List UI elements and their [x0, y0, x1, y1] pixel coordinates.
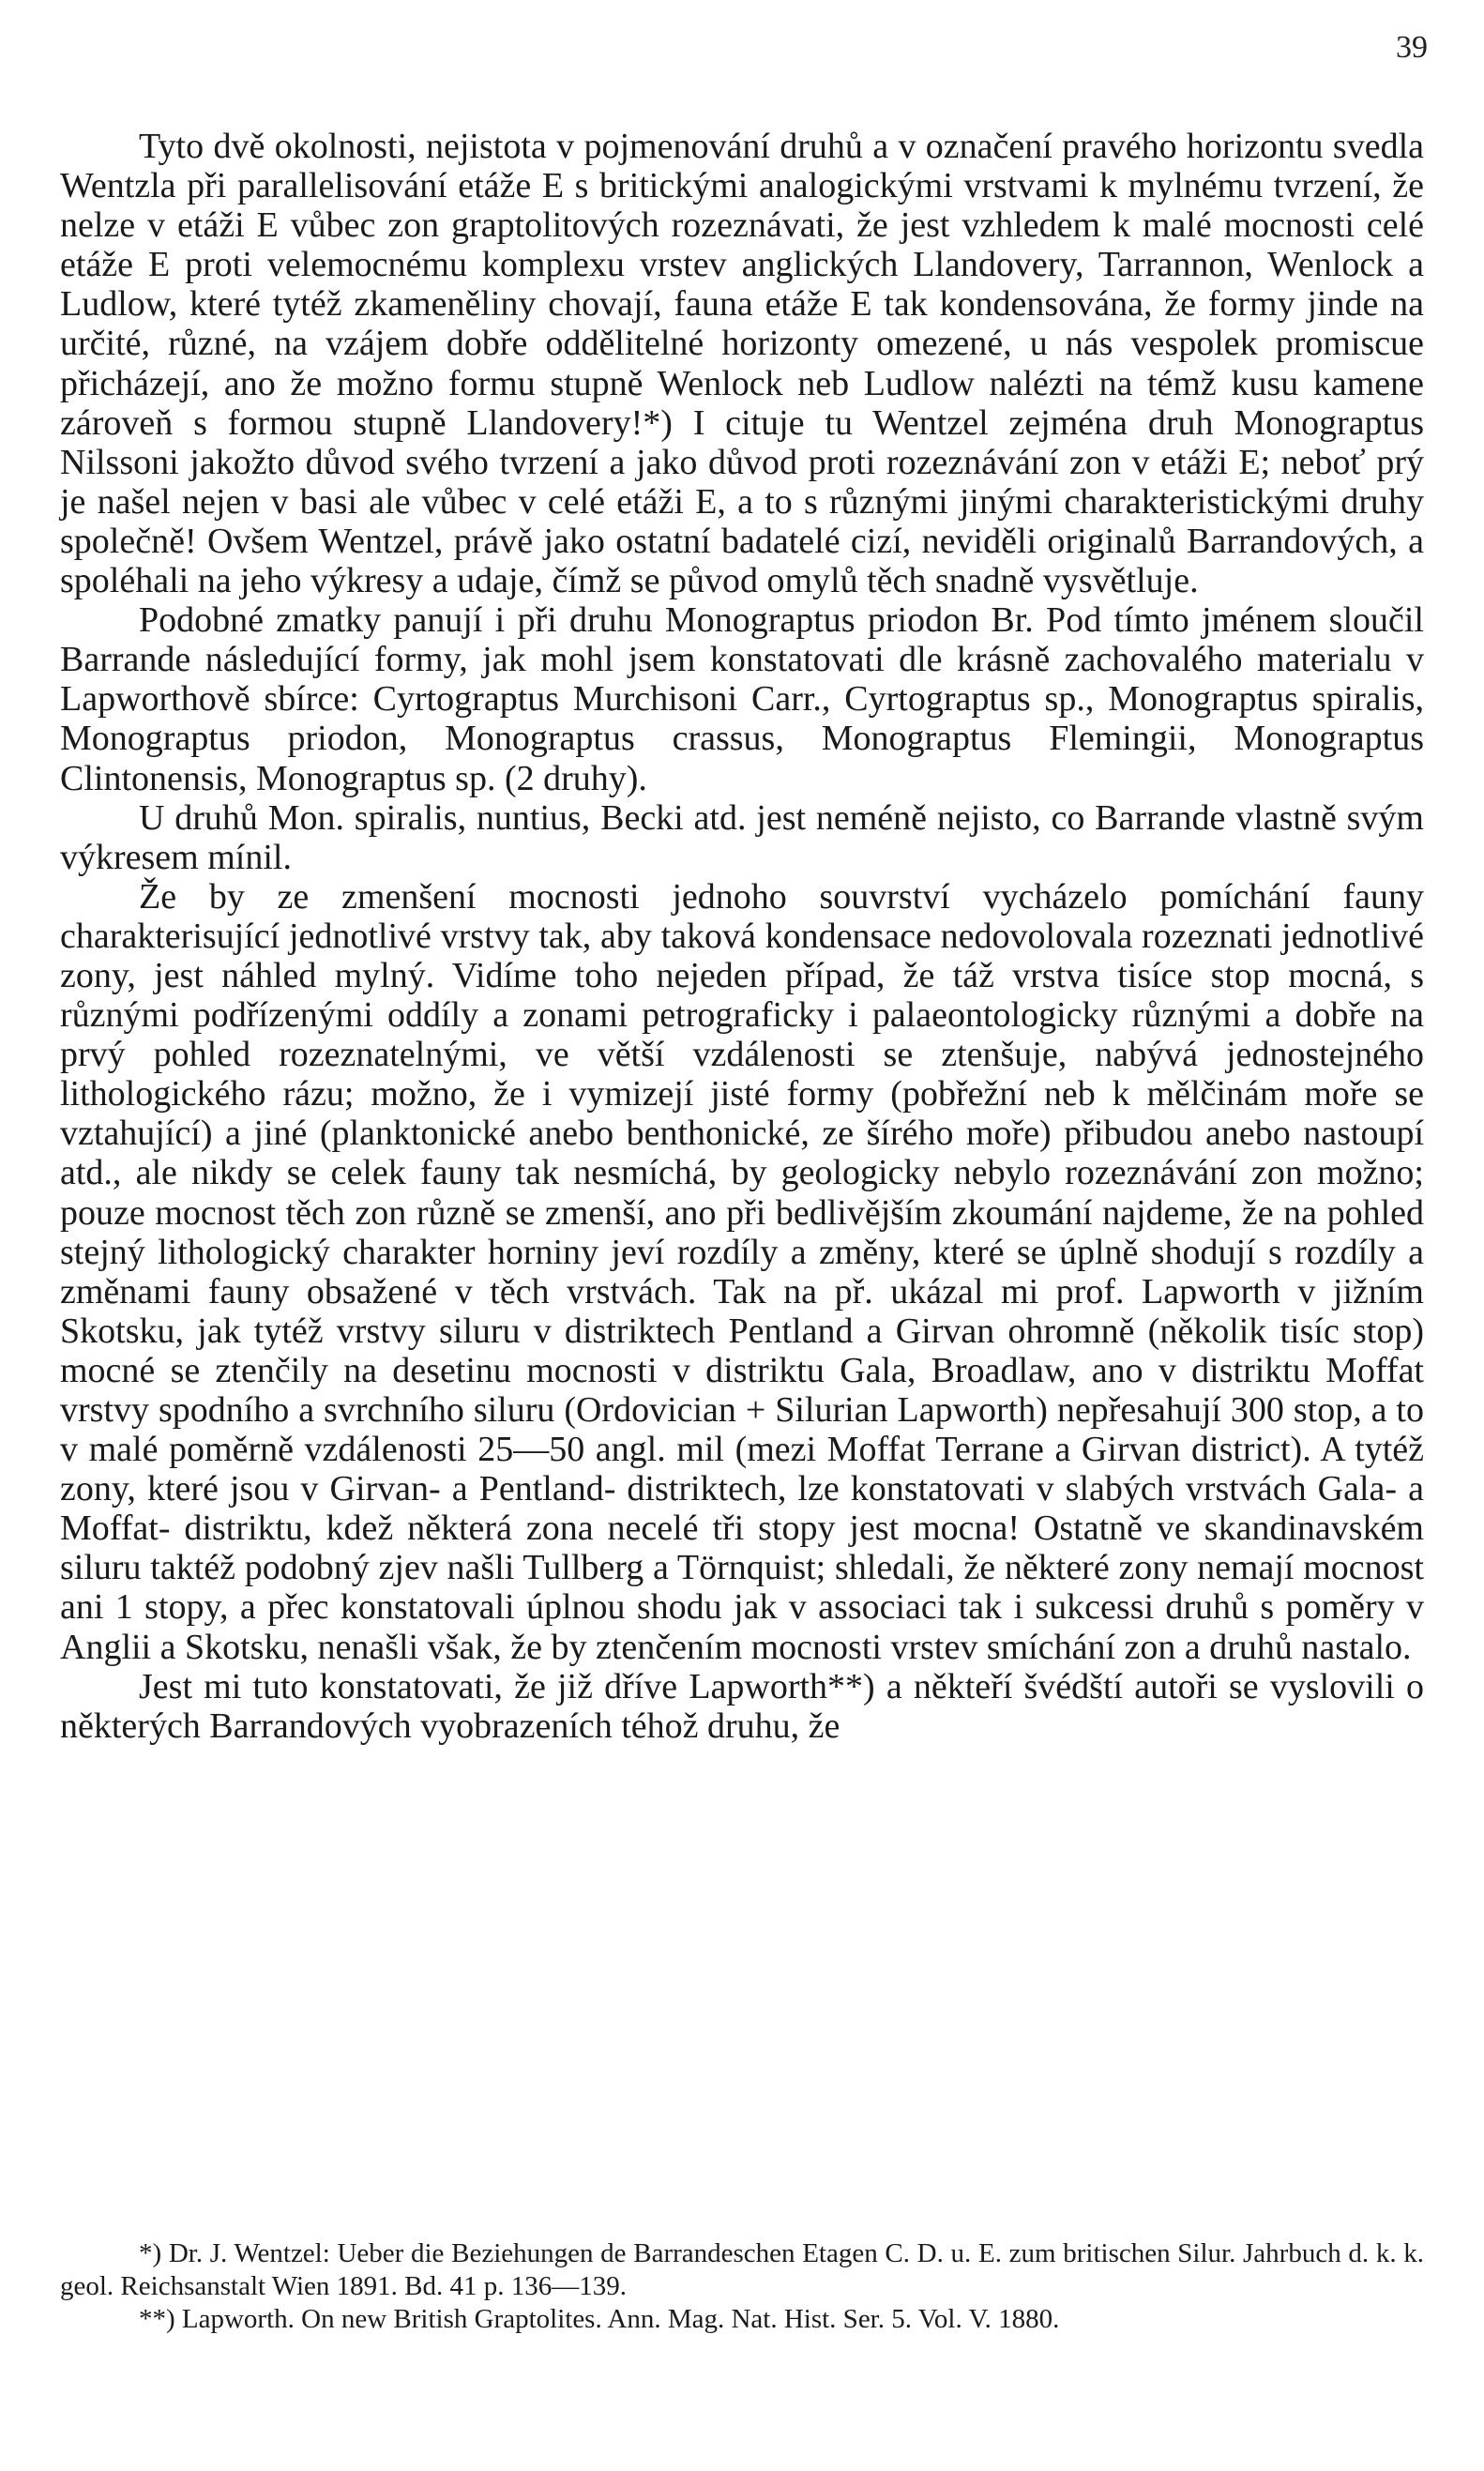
paragraph: Že by ze zmenšení mocnosti jednoho souvrství vycházelo pomíchání fauny charakterisující jednotlivé vrstvy tak, aby taková kondensace nedovolovala rozeznati jednotlivé zony, jest náhled mylný. Vidíme toho nejeden případ, že táž vrstva tisíce stop mocná, s různými podřízenými oddíly a zonami petrograficky i palaeontologicky různými a dobře na prvý pohled rozeznatelnými, ve větší vzdálenosti se ztenšuje, nabývá jednostejného lithologického rázu; možno, že i vymizejí jisté formy (pobřežní neb k mělčinám moře se vztahující) a jiné (planktonické anebo benthonické, ze šírého moře) přibudou anebo nastoupí atd., ale nikdy se celek fauny tak nesmíchá, by geologicky nebylo rozeznávání zon možno; pouze mocnost těch zon různě se zmenší, ano při bedlivějším zkoumání najdeme, že na pohled stejný lithologický charakter horniny jeví rozdíly a změny, které se úplně shodují s rozdíly a změnami fauny obsažené v těch vrstvách. Tak na př. ukázal mi prof. Lapworth v jižním Skotsku, jak tytéž vrstvy siluru v distriktech Pentland a Girvan ohromně (několik tisíc stop) mocné se ztenčily na desetinu mocnosti v distriktu Gala, Broadlaw, ano v distriktu Moffat vrstvy spodního a svrchního siluru (Ordovician + Silurian Lapworth) nepřesahují 300 stop, a to v malé poměrně vzdálenosti 25—50 angl. mil (mezi Moffat Terrane a Girvan district). A tytéž zony, které jsou v Girvan- a Pentland- distriktech, lze konstatovati v slabých vrstvách Gala- a Moffat- distriktu, kdež některá zona necelé tři stopy jest mocna! Ostatně ve skandinavském siluru taktéž podobný zjev našli Tullberg a Törnquist; shledali, že některé zony nemají mocnost ani 1 stopy, a přec konstatovali úplnou shodu jak v associaci tak i sukcessi druhů s poměry v Anglii a Skotsku, nenašli však, že by ztenčením mocnosti vrstev smíchání zon a druhů nastalo.	[60, 876, 1424, 1667]
page-number: 39	[1396, 30, 1428, 65]
footnotes	[60, 2237, 1424, 2336]
body-text	[60, 127, 1424, 1746]
footnote: **) Lapworth. On new British Graptolites. Ann. Mag. Nat. Hist. Ser. 5. Vol. V. 1880.	[139, 2304, 1060, 2334]
paragraph: Tyto dvě okolnosti, nejistota v pojmenování druhů a v označení pravého horizontu svedla Wentzla při parallelisování etáže E s britickými analogickými vrstvami k mylnému tvrzení, že nelze v etáži E vůbec zon graptolitových rozeznávati, že jest vzhledem k malé mocnosti celé etáže E proti velemocnému komplexu vrstev anglických Llandovery, Tarrannon, Wenlock a Ludlow, které tytéž zkameněliny chovají, fauna etáže E tak kondensována, že formy jinde na určité, různé, na vzájem dobře oddělitelné horizonty omezené, u nás vespolek promiscue přicházejí, ano že možno formu stupně Wenlock neb Ludlow nalézti na témž kusu kamene zároveň s formou stupně Llandovery!*) I cituje tu Wentzel zejména druh Monograptus Nilssoni jakožto důvod svého tvrzení a jako důvod proti rozeznávání zon v etáži E; neboť prý je našel nejen v basi ale vůbec v celé etáži E, a to s různými jinými charakteristickými druhy společně! Ovšem Wentzel, právě jako ostatní badatelé cizí, neviděli originalů Barrandových, a spoléhali na jeho výkresy a udaje, čímž se původ omylů těch snadně vysvětluje.	[60, 127, 1424, 601]
paragraph: Jest mi tuto konstatovati, že již dříve Lapworth**) a někteří švédští autoři se vyslovili o některých Barrandových vyobrazeních téhož druhu, že	[60, 1666, 1424, 1746]
paragraph: U druhů Mon. spiralis, nuntius, Becki atd. jest neméně nejisto, co Barrande vlastně svým výkresem mínil.	[60, 797, 1424, 877]
footnote: *) Dr. J. Wentzel: Ueber die Beziehungen de Barrandeschen Etagen C. D. u. E. zum britischen Silur. Jahrbuch d. k. k. geol. Reichsanstalt Wien 1891. Bd. 41 p. 136—139.	[60, 2238, 1424, 2301]
paragraph: Podobné zmatky panují i při druhu Monograptus priodon Br. Pod tímto jménem sloučil Barrande následující formy, jak mohl jsem konstatovati dle krásně zachovalého materialu v Lapworthově sbírce: Cyrtograptus Murchisoni Carr., Cyrtograptus sp., Monograptus spiralis, Monograptus priodon, Monograptus crassus, Monograptus Flemingii, Monograptus Clintonensis, Monograptus sp. (2 druhy).	[60, 600, 1424, 798]
